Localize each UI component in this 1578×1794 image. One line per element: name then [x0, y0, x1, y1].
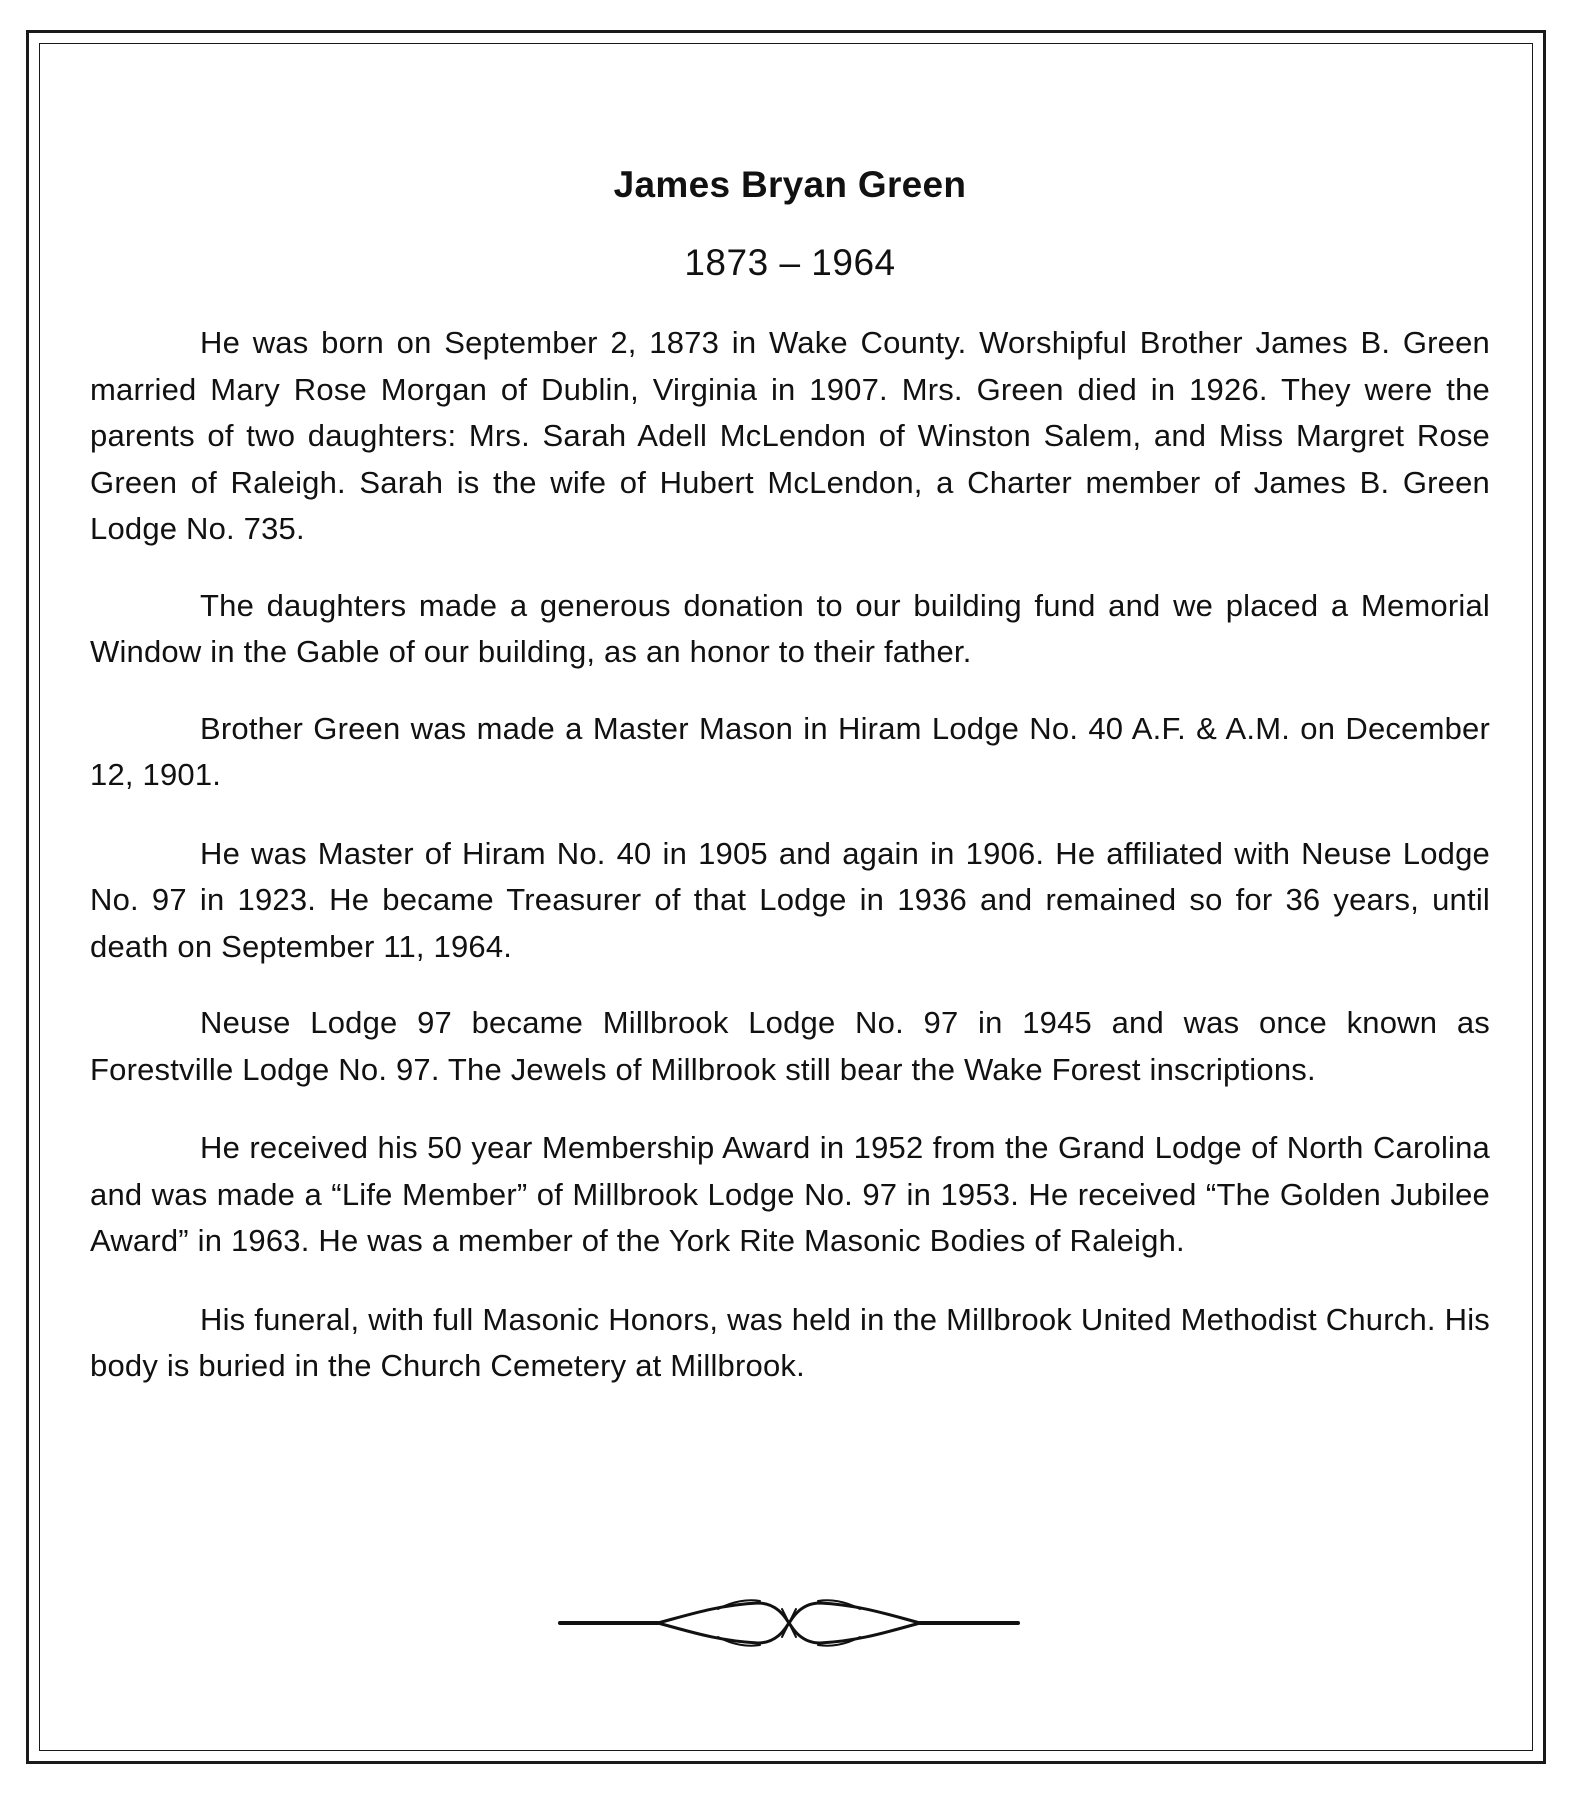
document-title: James Bryan Green: [613, 164, 967, 205]
paragraph-awards: He received his 50 year Membership Award in 1952 from the Grand Lodge of North Carolina and was made a “Life Member” of Millbrook Lodge No. 97 in 1953. He received “The Golden Jubilee Award” in 1963. He was a member of the York Rite Masonic Bodies of Raleigh.: [90, 1130, 1490, 1258]
paragraph-master-treasurer: He was Master of Hiram No. 40 in 1905 and again in 1906. He affiliated with Neuse Lodge No. 97 in 1923. He became Treasurer of that Lodge in 1936 and remained so for 36 years, until death on September 11, 1964.: [90, 835, 1490, 964]
paragraph-birth-family: He was born on September 2, 1873 in Wake County. Worshipful Brother James B. Green married Mary Rose Morgan of Dublin, Virginia in 1907. Mrs. Green died in 1926. They were the parents of two daughters: Mrs. Sarah Adell McLendon of Winston Salem, and Miss Margret Rose Green of Raleigh. Sarah is the wife of Hubert McLendon, a Charter member of James B. Green Lodge No. 735.: [90, 325, 1490, 546]
paragraph-master-mason: Brother Green was made a Master Mason in Hiram Lodge No. 40 A.F. & A.M. on December 12, 1901.: [90, 710, 1490, 792]
document-body: [90, 160, 1490, 1390]
scroll-divider-icon: [558, 1595, 1020, 1651]
paragraph-lodge-history: Neuse Lodge 97 became Millbrook Lodge No. 97 in 1945 and was once known as Forestville Lodge No. 97. The Jewels of Millbrook still bear the Wake Forest inscriptions.: [90, 1005, 1490, 1087]
life-dates: 1873 – 1964: [684, 242, 896, 283]
paragraph-funeral: His funeral, with full Masonic Honors, was held in the Millbrook United Methodist Church. His body is buried in the Church Cemetery at Millbrook.: [90, 1301, 1490, 1383]
paragraph-donation: The daughters made a generous donation to our building fund and we placed a Memorial Window in the Gable of our building, as an honor to their father.: [90, 587, 1490, 669]
